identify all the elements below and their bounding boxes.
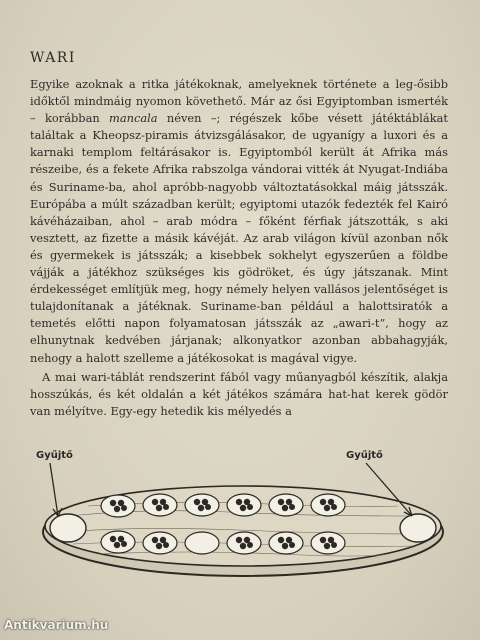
paragraph-2: A mai wari-táblát rendszerint fából vagy műanyagból készítik, alakja hosszúkás, és két oldalán a két játékos számára hat-hat kerek gödör van mélyítve. Egy-egy hetedik kis mélyedés a (30, 369, 448, 418)
paragraph-1 (30, 76, 448, 367)
collector-pit-right (400, 514, 436, 542)
paragraph-1-start: Egyike azoknak a ritka játékoknak, amelyeknek története a leg-ősibb időktől mindmáig nyomon követhető. Már az ősi Egyiptomban ismerték – korábban (30, 77, 448, 126)
collector-label-right: Gyűjtő (346, 450, 383, 461)
pit (185, 532, 219, 554)
collector-pit-left (50, 514, 86, 542)
collector-label-left: Gyűjtő (36, 450, 73, 461)
section-title: WARI (30, 50, 76, 66)
watermark: Antikvarium.hu (4, 618, 109, 632)
body-text (30, 76, 448, 420)
leader-line-left (50, 463, 58, 516)
paragraph-1-rest: néven –; régészek kőbe vésett játéktáblákat találtak a Kheopsz-piramis átvizsgálásakor, de ugyanígy a luxori és a karnaki templom feltárásakor is. Egyiptomból került át Afrika más részeibe, és a fekete Afrika rabszolga vándorai vitték át Nyugat-Indiába és Suriname-ba, ahol apróbb-nagyobb változtatásokkal máig játsszák. Európába a múlt században került; egyiptomi utazók fedezték fel Kairó kávéházaiban, ahol – arab módra – főként férfiak játszották, s aki vesztett, az fizette a másik kávéját. Az arab világon kívül azonban nők és gyermekek is játsszák; a kisebbek sokhelyt egyszerűen a földbe vájják a játékhoz szükséges kis gödröket, és úgy játszanak. Mint érdekességet említjük meg, hogy némely helyen vallásos jelentőséget is tulajdonítanak a játéknak. Suriname-ban például a halottsiratók a temetés előtti napon folyamatosan játsszák az „awari-t”, hogy az elhunytnak kedvében járjanak; alkonyatkor azonban abbahagyják, nehogy a halott szelleme a játékosokat is magával vigye. (30, 111, 448, 365)
paragraph-1-emphasis: mancala (109, 111, 158, 126)
wari-board-illustration (28, 446, 458, 596)
wari-board-figure (28, 446, 458, 596)
